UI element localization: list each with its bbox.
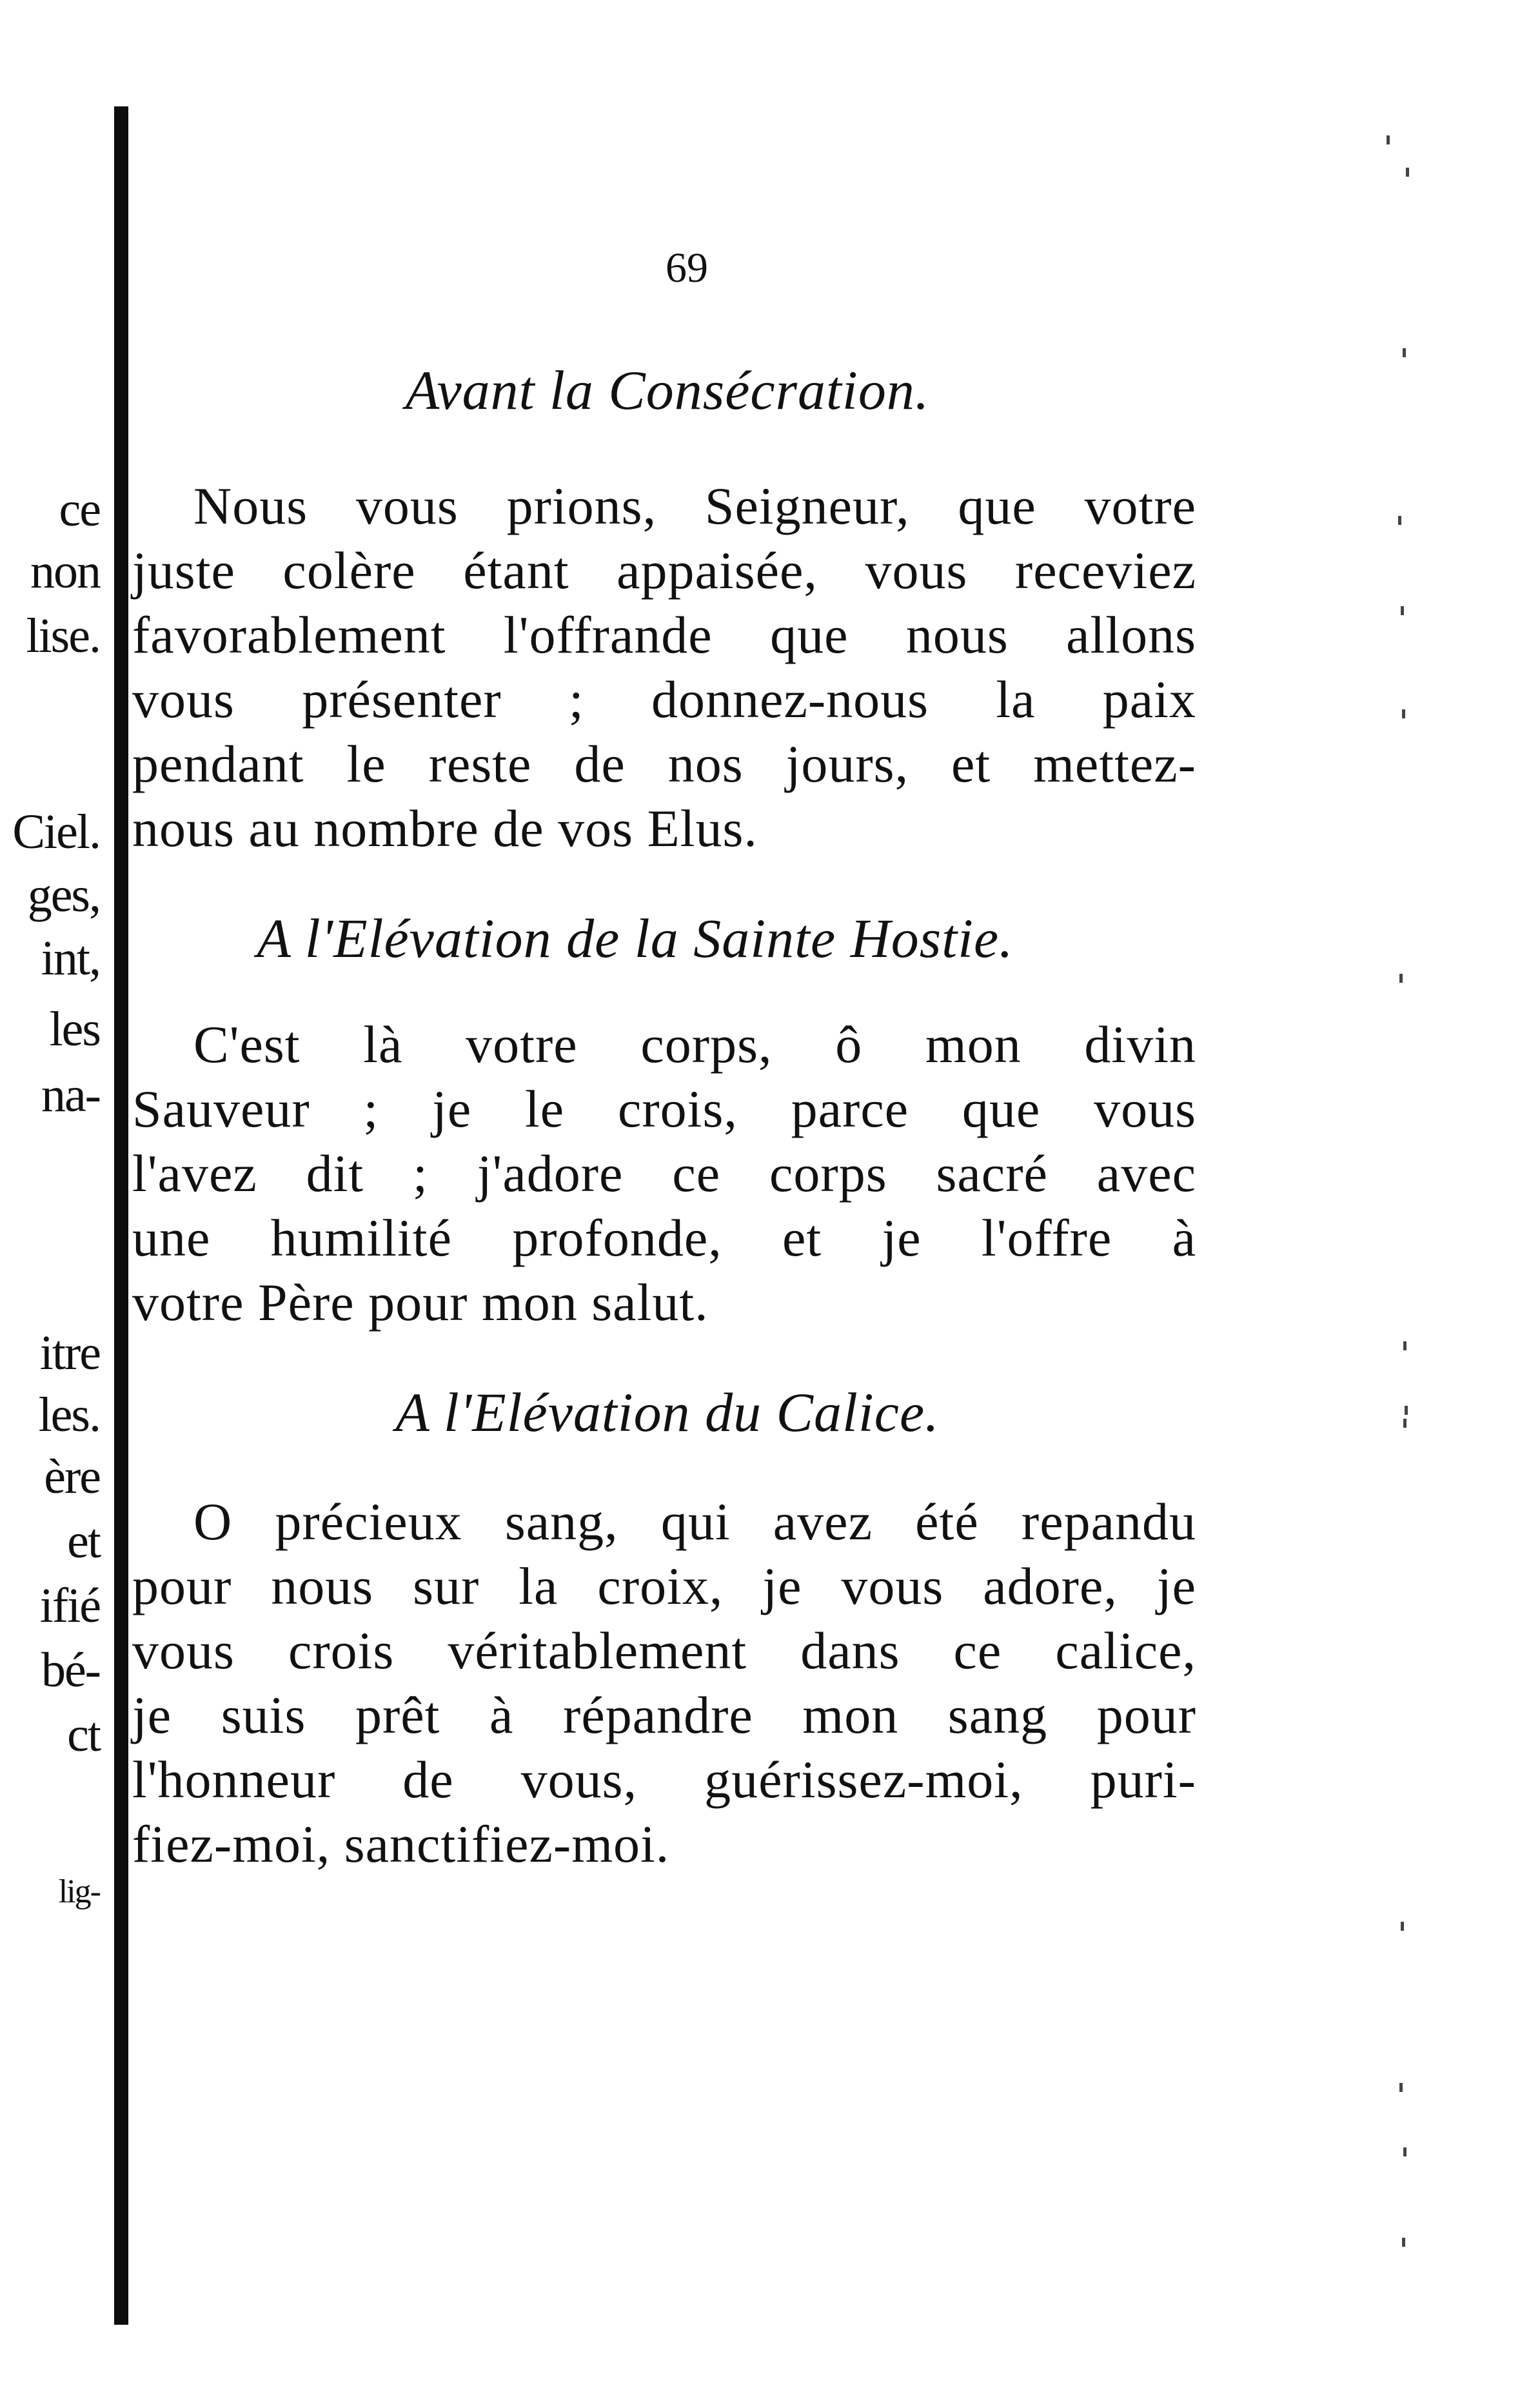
facing-page-bleed: [0, 0, 113, 2406]
text-line: vous crois véritablement dans ce calice,: [132, 1621, 1196, 1680]
bleed-fragment: ifié: [39, 1579, 100, 1633]
bleed-fragment: int,: [41, 931, 100, 985]
text-line: C'est là votre corps, ô mon divin: [193, 1015, 1196, 1074]
prayer-paragraph: [132, 1490, 1196, 1877]
text-line: nous au nombre de vos Elus.: [132, 799, 758, 858]
bleed-fragment: non: [30, 544, 100, 598]
bleed-fragment: bé-: [41, 1643, 100, 1697]
bleed-fragment: ges,: [27, 868, 100, 922]
page-number: 69: [666, 244, 708, 291]
section-heading: A l'Elévation de la Sainte Hostie.: [257, 907, 1014, 969]
text-line: fiez-moi, sanctifiez-moi.: [132, 1815, 670, 1873]
bleed-fragment: lise.: [26, 609, 100, 663]
text-line: pendant le reste de nos jours, et mettez-: [132, 735, 1196, 793]
text-line: l'avez dit ; j'adore ce corps sacré avec: [132, 1144, 1196, 1203]
bleed-fragment: itre: [39, 1326, 100, 1380]
bleed-fragment: ce: [59, 482, 100, 537]
prayer-paragraph: [132, 474, 1196, 861]
edge-specks: [1380, 116, 1451, 2341]
bleed-fragment: et: [67, 1514, 100, 1568]
text-line: votre Père pour mon salut.: [132, 1273, 709, 1332]
bleed-fragment: les: [49, 1002, 100, 1056]
bleed-fragment: ère: [44, 1450, 100, 1504]
text-line: Sauveur ; je le crois, parce que vous: [132, 1080, 1196, 1138]
text-line: favorablement l'offrande que nous allons: [132, 606, 1196, 664]
bleed-fragment: na-: [41, 1068, 100, 1122]
bleed-fragment: les.: [38, 1388, 100, 1442]
bleed-fragment: Ciel.: [12, 805, 100, 859]
text-line: pour nous sur la croix, je vous adore, je: [132, 1557, 1196, 1615]
section-heading: A l'Elévation du Calice.: [395, 1381, 940, 1443]
text-line: une humilité profonde, et je l'offre à: [132, 1208, 1196, 1267]
bleed-fragment: ct: [67, 1708, 100, 1762]
text-line: O précieux sang, qui avez été repandu: [193, 1492, 1196, 1551]
text-line: juste colère étant appaisée, vous receviez: [132, 541, 1196, 600]
text-line: je suis prêt à répandre mon sang pour: [132, 1686, 1196, 1744]
prayer-paragraph: [132, 1012, 1196, 1335]
section-heading: Avant la Consécration.: [405, 359, 930, 421]
text-line: Nous vous prions, Seigneur, que votre: [193, 477, 1196, 535]
text-line: vous présenter ; donnez-nous la paix: [132, 670, 1196, 729]
text-line: l'honneur de vous, guérissez-moi, puri-: [132, 1750, 1196, 1809]
binding-gutter-line: [114, 106, 128, 2325]
bleed-fragment: lig-: [58, 1873, 100, 1910]
